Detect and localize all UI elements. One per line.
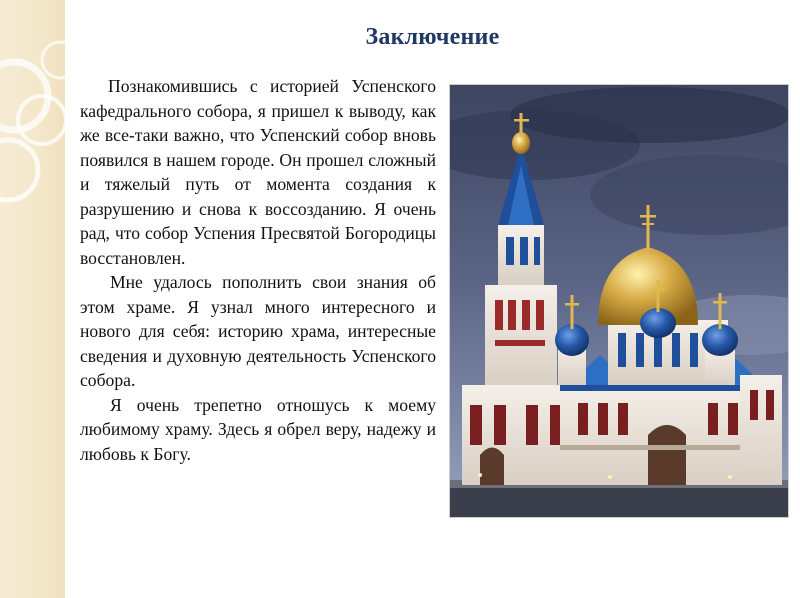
conclusion-text — [80, 74, 436, 466]
cathedral-photo — [450, 85, 788, 517]
paragraph-2: Мне удалось пополнить свои знания об этом храме. Я узнал много интересного и нового для себя: историю храма, интересные сведения и духовную деятельность Успенского собора. — [80, 272, 436, 390]
paragraph-3: Я очень трепетно отношусь к моему любимому храму. Здесь я обрел веру, надежу и любовь к Богу. — [80, 394, 436, 464]
decorative-rings — [0, 0, 70, 598]
slide-title: Заключение — [365, 24, 500, 50]
cathedral-illustration — [450, 85, 788, 517]
paragraph-1: Познакомившись с историей Успенского кафедрального собора, я пришел к выводу, как же все-таки важно, что Успенский собор вновь появился в нашем городе. Он прошел сложный и тяжелый путь от момента создания к разрушению и снова к воссозданию. Я очень рад, что собор Успения Пресвятой Богородицы восстановлен. — [80, 76, 436, 268]
